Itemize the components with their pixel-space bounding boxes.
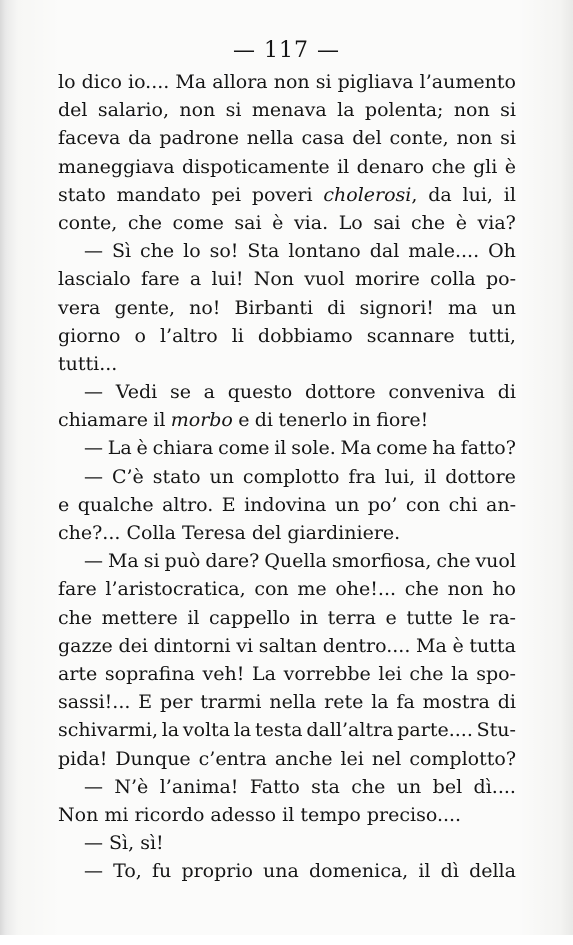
word: scannare [366,324,455,347]
text-line [58,857,516,885]
page-number: — 117 — [233,38,340,63]
word: po- [485,268,516,291]
text-line [58,96,516,124]
word: si [143,550,160,573]
word: conte, [389,127,449,150]
word: dintorni [153,634,231,657]
word: lascialo [58,268,131,291]
word: il [187,606,200,629]
word: bel [432,775,463,798]
word: da [428,183,452,206]
word: salario, [97,99,169,122]
word: La [107,437,132,460]
word: Fatto [249,775,300,798]
word: Vedi [115,381,158,404]
word: complotto? [409,747,516,770]
word: lo [183,240,201,263]
italic-text: morbo [170,409,233,432]
word: an- [486,493,516,516]
word: vuol [475,550,516,573]
word: lontano [288,240,361,263]
word: Sta [247,240,280,263]
word: a [203,381,215,404]
text-line [58,350,516,378]
word: fare [140,268,180,291]
word: menava [251,99,327,122]
word: trarmi [200,691,262,714]
word: — [84,381,103,404]
word: Quella [264,550,327,573]
word: Sì [111,240,132,263]
word: — [84,860,103,883]
word: non [273,71,310,93]
word: proprio [181,860,253,883]
word: un [209,465,234,488]
word: di [497,381,516,404]
word: il [337,155,350,178]
word: dottore [445,465,516,488]
line-text: che?... Colla Teresa del giardiniere. [58,522,401,544]
word: La [252,662,276,685]
word: che [127,211,162,234]
word: schivarmi, [58,719,158,742]
word: sole. [291,437,336,460]
text-line [58,801,516,829]
word: gazze [58,634,113,657]
word: si [225,99,242,122]
word: lei [378,662,402,685]
word: so! [209,240,239,263]
word: in [299,606,319,629]
word: ohe!... [335,578,397,601]
word: il [153,409,166,432]
word: con [405,493,441,516]
word: come [218,437,270,460]
text-line [58,604,516,632]
text-line [58,322,516,350]
word: volta [182,719,231,742]
word: lui! [211,268,244,291]
word: Lo [338,211,363,234]
text-line [58,463,516,491]
word: tenerlo [278,409,348,432]
word: polenta; [364,99,444,122]
word: ma [448,296,478,319]
word: — [84,437,103,460]
text-line [58,378,516,406]
word: Ma [175,71,207,93]
word: — [84,240,103,263]
word: il [424,465,437,488]
word: saltan [258,634,318,657]
word: la [337,99,355,122]
text-line [58,745,516,773]
word: io.... [128,71,170,93]
word: stato [152,465,201,488]
word: chiamare [58,409,148,432]
word: Oh [488,240,516,263]
word: mettere [101,606,178,629]
word: mostra [422,691,490,714]
word: è [272,211,284,234]
word: che [436,550,471,573]
word: C’è [111,465,144,488]
word: il [418,860,431,883]
word: lui, [462,183,493,206]
word: che [404,578,439,601]
word: mandato [116,183,201,206]
word: li [231,324,244,347]
word: fu [152,860,172,883]
word: la [371,691,389,714]
word: le [462,606,480,629]
word: Birbanti [234,296,314,319]
word: con [254,578,289,601]
text-line [58,68,516,96]
word: non [179,99,216,122]
word: una [263,860,299,883]
word: fiore! [376,409,429,432]
word: nella [269,691,317,714]
word: allora [212,71,268,93]
word: sai [373,211,401,234]
word: e [385,606,397,629]
word: da [128,127,152,150]
word: terra [327,606,376,629]
word: non [453,99,490,122]
text-line [58,829,516,857]
word: che [411,211,446,234]
word: questo [227,381,293,404]
word: la [451,662,469,685]
word: dico [81,71,122,93]
word: veh! [202,662,245,685]
word: rete [324,691,364,714]
word: la [161,719,180,742]
word: nel [371,747,402,770]
word: E [138,691,153,714]
word: Ma [107,550,139,573]
word: ha [432,437,456,460]
word: morire [354,268,420,291]
word: fatto? [460,437,516,460]
word: poveri [251,183,313,206]
word: Ma [416,634,447,657]
word: conte, [58,211,118,234]
word: fra [348,465,376,488]
word: — [84,465,103,488]
word: e [58,493,70,516]
word: vi [236,634,254,657]
word: gli [473,155,498,178]
italic-word: cholerosi, [323,183,418,206]
word: vorrebbe [283,662,371,685]
word: Ma [340,437,372,460]
text-line [58,181,516,209]
word: può [164,550,201,573]
word: me [297,578,327,601]
text-line [58,434,516,462]
word: giorno [58,324,121,347]
word: gente, [114,296,176,319]
word: è [455,211,467,234]
text-line [58,209,516,237]
word: via. [293,211,329,234]
word: colla [430,268,476,291]
word: nella [246,127,294,150]
word: di [254,409,273,432]
word: in [352,409,371,432]
word: cappello [209,606,291,629]
word: anche [274,747,333,770]
italic-word [171,406,233,434]
text-line [58,406,516,434]
word: che [140,240,175,263]
word: sta [311,775,340,798]
word: l’altro [159,324,218,347]
word: e [238,409,250,432]
text-line [58,519,516,547]
word: il [503,183,516,206]
text-line [58,265,516,293]
word: ho [492,578,516,601]
word: è [452,634,464,657]
word: E [221,493,236,516]
word: denaro [356,155,425,178]
word: conveniva [388,381,485,404]
word: dispoticamente [182,155,330,178]
word: fa [396,691,415,714]
word: maneggiava [58,155,175,178]
text-line [58,660,516,688]
word: spo- [476,662,516,685]
word: To, [113,860,142,883]
word: sassi!... [58,691,131,714]
body-text [58,68,516,885]
word: tutta [469,634,516,657]
word: dottore [304,381,376,404]
word: vera [58,296,101,319]
word: parte.... [397,719,473,742]
word: come [172,211,224,234]
word: non [456,127,493,150]
word: chi [448,493,478,516]
word: della [469,860,516,883]
text-line [58,632,516,660]
line-text [58,406,434,434]
word: è [136,437,148,460]
word: l’aristocratica, [105,578,246,601]
word: che [431,155,466,178]
text-line [58,153,516,181]
word: vuol [304,268,345,291]
word: male.... [408,240,480,263]
word: po’ [367,493,398,516]
line-text [58,181,516,209]
word: pida! [58,747,108,770]
word: del [58,99,88,122]
italic-text: cholerosi [323,183,412,206]
word: stato [58,183,106,206]
page-bottom-edge [0,935,573,945]
text-line [58,773,516,801]
word: dei [118,634,148,657]
word: casa [301,127,345,150]
word: Dunque [115,747,191,770]
word: di [327,296,346,319]
word: dal [369,240,400,263]
word: lui, [384,465,416,488]
text-line [58,237,516,265]
word: non [447,578,484,601]
word: testa [255,719,303,742]
word: no! [189,296,221,319]
text-line [58,294,516,322]
text-line [58,688,516,716]
word: un [334,493,360,516]
word: fare [58,578,97,601]
word: signori! [359,296,434,319]
word: dì [440,860,459,883]
word: dare? [205,550,260,573]
text-line [58,124,516,152]
word: qualche [77,493,154,516]
line-text: — Sì, sì! [84,832,164,855]
word: altro. [162,493,214,516]
word: lei [340,747,364,770]
word: pei [211,183,242,206]
text-line [58,547,516,575]
word: o [134,324,146,347]
line-text: Non mi ricordo adesso il tempo preciso.... [58,803,462,826]
word: — [84,550,103,573]
word: smorfiosa, [331,550,432,573]
word: la [233,719,252,742]
word: come [376,437,428,460]
word: tutte [406,606,453,629]
word: sai [234,211,262,234]
word: un [491,296,516,319]
word: dobbiamo [257,324,353,347]
word: pigliava [337,71,414,93]
word: faceva [58,127,121,150]
word: c’entra [198,747,267,770]
word: a [189,268,202,291]
word: arte [58,662,98,685]
word: se [169,381,191,404]
word: che [58,606,93,629]
text-line [58,575,516,603]
line-text: tutti... [58,352,118,375]
word: il [274,437,287,460]
word: per [159,691,193,714]
word: l’aumento [419,71,516,93]
word: — [84,775,103,798]
word: si [500,127,516,150]
word: che [351,775,386,798]
word: complotto [242,465,340,488]
word: dall’altra [306,719,394,742]
word: N’è [114,775,149,798]
word: del [352,127,382,150]
word: tutti, [468,324,516,347]
word: si [500,99,516,122]
word: soprafina [104,662,195,685]
word: è [504,155,516,178]
word: di [497,691,516,714]
word: l’anima! [159,775,239,798]
word: ra- [489,606,516,629]
word: indovina [244,493,327,516]
word: un [396,775,422,798]
word: dì.... [473,775,516,798]
text-line [58,491,516,519]
word: che [409,662,444,685]
word: Non [253,268,295,291]
word: via? [477,211,516,234]
word: chiara [152,437,214,460]
word: domenica, [309,860,409,883]
word: dentro.... [322,634,411,657]
word: si [315,71,332,93]
word: Stu- [476,719,516,742]
word: padrone [159,127,239,150]
text-line [58,716,516,744]
word: lo [58,71,76,93]
